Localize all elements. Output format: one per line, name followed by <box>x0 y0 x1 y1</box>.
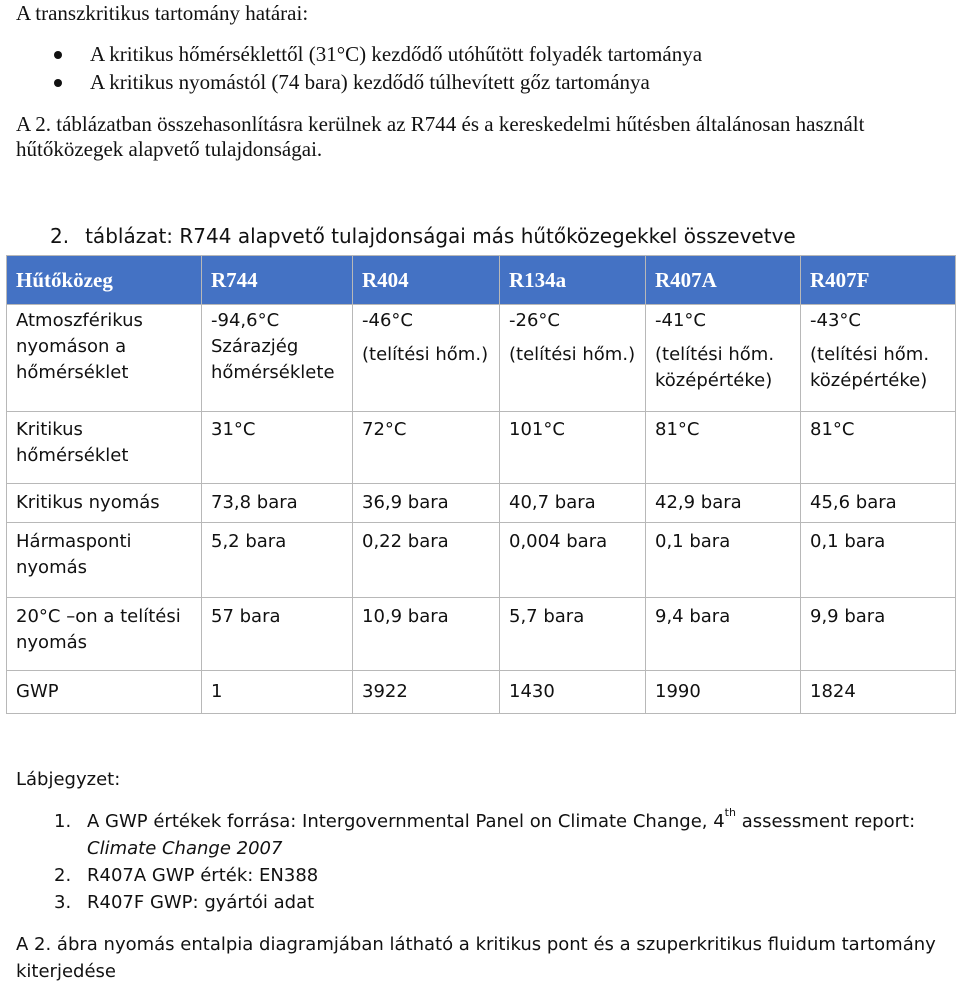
bullet-item: A kritikus nyomástól (74 bara) kezdődő túlhevített gőz tartománya <box>54 68 702 96</box>
table-cell: 9,4 bara <box>646 598 801 671</box>
table-cell: 40,7 bara <box>500 484 646 523</box>
table-cell: 1430 <box>500 671 646 714</box>
footnote-number: 3. <box>54 892 72 913</box>
column-header: R134a <box>500 256 646 305</box>
cell-note: (telítési hőm. középértéke) <box>655 344 775 391</box>
table-cell: 1 <box>202 671 353 714</box>
bullet-list <box>54 40 702 96</box>
table-row <box>7 412 956 484</box>
table-row <box>7 671 956 714</box>
cell-main: -46°C <box>362 310 413 331</box>
table-cell <box>353 305 500 412</box>
closing-paragraph: A 2. ábra nyomás entalpia diagramjában látható a kritikus pont és a szuperkritikus fluidum tartomány kiterjedése <box>16 934 936 982</box>
row-label: GWP <box>7 671 202 714</box>
cell-note: (telítési hőm. középértéke) <box>810 344 930 391</box>
column-header: R404 <box>353 256 500 305</box>
column-header: R744 <box>202 256 353 305</box>
footnote-number: 1. <box>54 811 72 832</box>
table-cell: 5,7 bara <box>500 598 646 671</box>
table-header-row <box>7 256 956 305</box>
row-label: Kritikus hőmérséklet <box>7 412 202 484</box>
cell-main: -94,6°C Szárazjég hőmérséklete <box>211 310 335 383</box>
table-cell: 5,2 bara <box>202 523 353 598</box>
table-cell: 31°C <box>202 412 353 484</box>
table-cell: 45,6 bara <box>801 484 956 523</box>
section-heading: A transzkritikus tartomány határai: <box>16 1 309 25</box>
cell-main: -41°C <box>655 310 706 331</box>
table-cell: 1824 <box>801 671 956 714</box>
table-cell: 81°C <box>801 412 956 484</box>
table-cell: 0,1 bara <box>646 523 801 598</box>
column-header: Hűtőközeg <box>7 256 202 305</box>
cell-note: (telítési hőm.) <box>362 344 489 365</box>
footnote-item <box>54 862 915 889</box>
footnote-text: R407A GWP érték: EN388 <box>87 865 319 886</box>
footnote-item <box>54 808 915 862</box>
table-cell <box>801 305 956 412</box>
footnote-item <box>54 889 915 916</box>
footnotes-list <box>54 808 915 916</box>
row-label: Atmoszférikus nyomáson a hőmérséklet <box>7 305 202 412</box>
row-label: Hármasponti nyomás <box>7 523 202 598</box>
table-cell: 36,9 bara <box>353 484 500 523</box>
table-cell: 0,004 bara <box>500 523 646 598</box>
table-cell: 10,9 bara <box>353 598 500 671</box>
table-cell: 72°C <box>353 412 500 484</box>
table-cell: 57 bara <box>202 598 353 671</box>
table-cell: 0,1 bara <box>801 523 956 598</box>
table-row <box>7 305 956 412</box>
table-cell: 101°C <box>500 412 646 484</box>
table-cell: 42,9 bara <box>646 484 801 523</box>
table-cell: 9,9 bara <box>801 598 956 671</box>
table-cell <box>202 305 353 412</box>
table-cell <box>646 305 801 412</box>
caption-text: táblázat: R744 alapvető tulajdonságai más hűtőközegekkel összevetve <box>85 224 796 248</box>
table-cell: 73,8 bara <box>202 484 353 523</box>
footnote-text: R407F GWP: gyártói adat <box>87 892 315 913</box>
table-cell: 81°C <box>646 412 801 484</box>
cell-main: -43°C <box>810 310 861 331</box>
row-label: 20°C –on a telítési nyomás <box>7 598 202 671</box>
cell-note: (telítési hőm.) <box>509 344 636 365</box>
table-row <box>7 523 956 598</box>
table-caption <box>50 224 796 248</box>
caption-number: 2. <box>50 224 70 248</box>
table-cell <box>500 305 646 412</box>
cell-main: -26°C <box>509 310 560 331</box>
footnotes-label: Lábjegyzet: <box>16 769 121 790</box>
table-row <box>7 598 956 671</box>
table-cell: 1990 <box>646 671 801 714</box>
footnote-superscript: th <box>724 806 736 819</box>
footnote-text: assessment report: <box>735 811 916 832</box>
footnote-number: 2. <box>54 865 72 886</box>
table-row <box>7 484 956 523</box>
footnote-source-title: Climate Change 2007 <box>87 838 283 859</box>
table-cell: 3922 <box>353 671 500 714</box>
footnote-text: A GWP értékek forrása: Intergovernmental Panel on Climate Change, 4 <box>87 811 725 832</box>
table-cell: 0,22 bara <box>353 523 500 598</box>
intro-paragraph: A 2. táblázatban összehasonlításra kerülnek az R744 és a kereskedelmi hűtésben általánosan használt hűtőközegek alapvető tulajdonságai. <box>16 112 865 161</box>
row-label: Kritikus nyomás <box>7 484 202 523</box>
column-header: R407F <box>801 256 956 305</box>
bullet-item: A kritikus hőmérséklettől (31°C) kezdődő utóhűtött folyadék tartománya <box>54 40 702 68</box>
refrigerant-table <box>6 255 956 714</box>
column-header: R407A <box>646 256 801 305</box>
